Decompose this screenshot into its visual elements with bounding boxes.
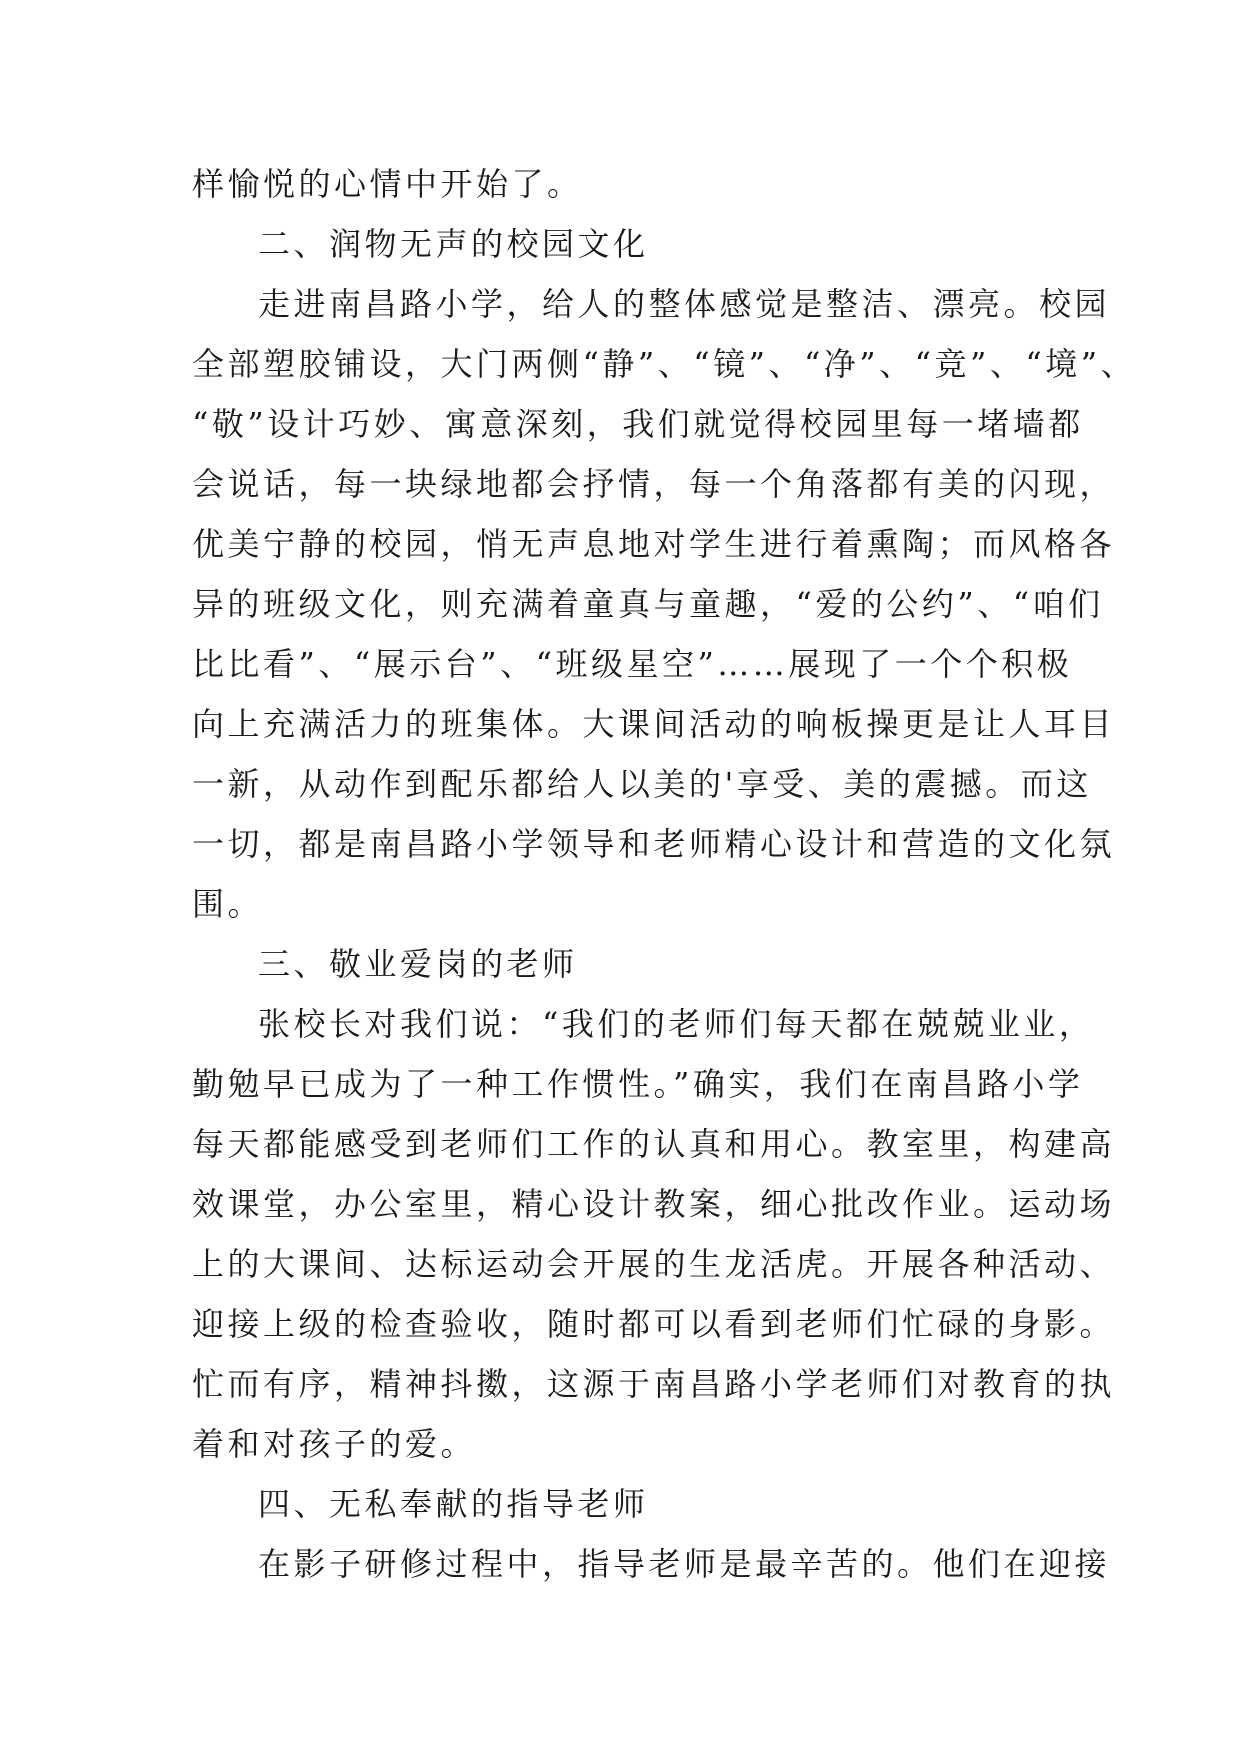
section-heading: 四、无私奉献的指导老师 xyxy=(258,1485,649,1523)
text-line: 迎接上级的检查验收，随时都可以看到老师们忙碌的身影。 xyxy=(192,1305,1116,1343)
text-line: 会说话，每一块绿地都会抒情，每一个角落都有美的闪现， xyxy=(192,465,1116,503)
text-line: 在影子研修过程中，指导老师是最辛苦的。他们在迎接 xyxy=(258,1545,1111,1583)
section-heading: 三、敬业爱岗的老师 xyxy=(258,945,578,983)
text-line: 一新，从动作到配乐都给人以美的'享受、美的震撼。而这 xyxy=(192,765,1092,803)
text-line: 着和对孩子的爱。 xyxy=(192,1425,477,1463)
text-line: 每天都能感受到老师们工作的认真和用心。教室里，构建高 xyxy=(192,1125,1116,1163)
text-line: 异的班级文化，则充满着童真与童趣，“爱的公约”、“咱们 xyxy=(192,585,1104,623)
text-line: 走进南昌路小学，给人的整体感觉是整洁、漂亮。校园 xyxy=(258,285,1111,323)
text-line: 比比看”、“展示台”、“班级星空”……展现了一个个积极 xyxy=(192,645,1073,683)
text-line: 上的大课间、达标运动会开展的生龙活虎。开展各种活动、 xyxy=(192,1245,1116,1283)
text-line: 样愉悦的心情中开始了。 xyxy=(192,165,583,203)
text-line: 忙而有序，精神抖擞，这源于南昌路小学老师们对教育的执 xyxy=(192,1365,1116,1403)
text-line: “敬”设计巧妙、寓意深刻，我们就觉得校园里每一堵墙都 xyxy=(192,405,1084,443)
text-line: 效课堂，办公室里，精心设计教案，细心批改作业。运动场 xyxy=(192,1185,1116,1223)
section-heading: 二、润物无声的校园文化 xyxy=(258,225,649,263)
text-line: 围。 xyxy=(192,885,264,923)
text-line: 全部塑胶铺设，大门两侧“静”、“镜”、“净”、“竞”、“境”、 xyxy=(192,345,1137,383)
text-line: 勤勉早已成为了一种工作惯性。”确实，我们在南昌路小学 xyxy=(192,1065,1084,1103)
text-line: 向上充满活力的班集体。大课间活动的响板操更是让人耳目 xyxy=(192,705,1116,743)
text-line: 优美宁静的校园，悄无声息地对学生进行着熏陶；而风格各 xyxy=(192,525,1116,563)
text-line: 一切，都是南昌路小学领导和老师精心设计和营造的文化氛 xyxy=(192,825,1116,863)
text-line: 张校长对我们说：“我们的老师们每天都在兢兢业业， xyxy=(258,1005,1095,1043)
